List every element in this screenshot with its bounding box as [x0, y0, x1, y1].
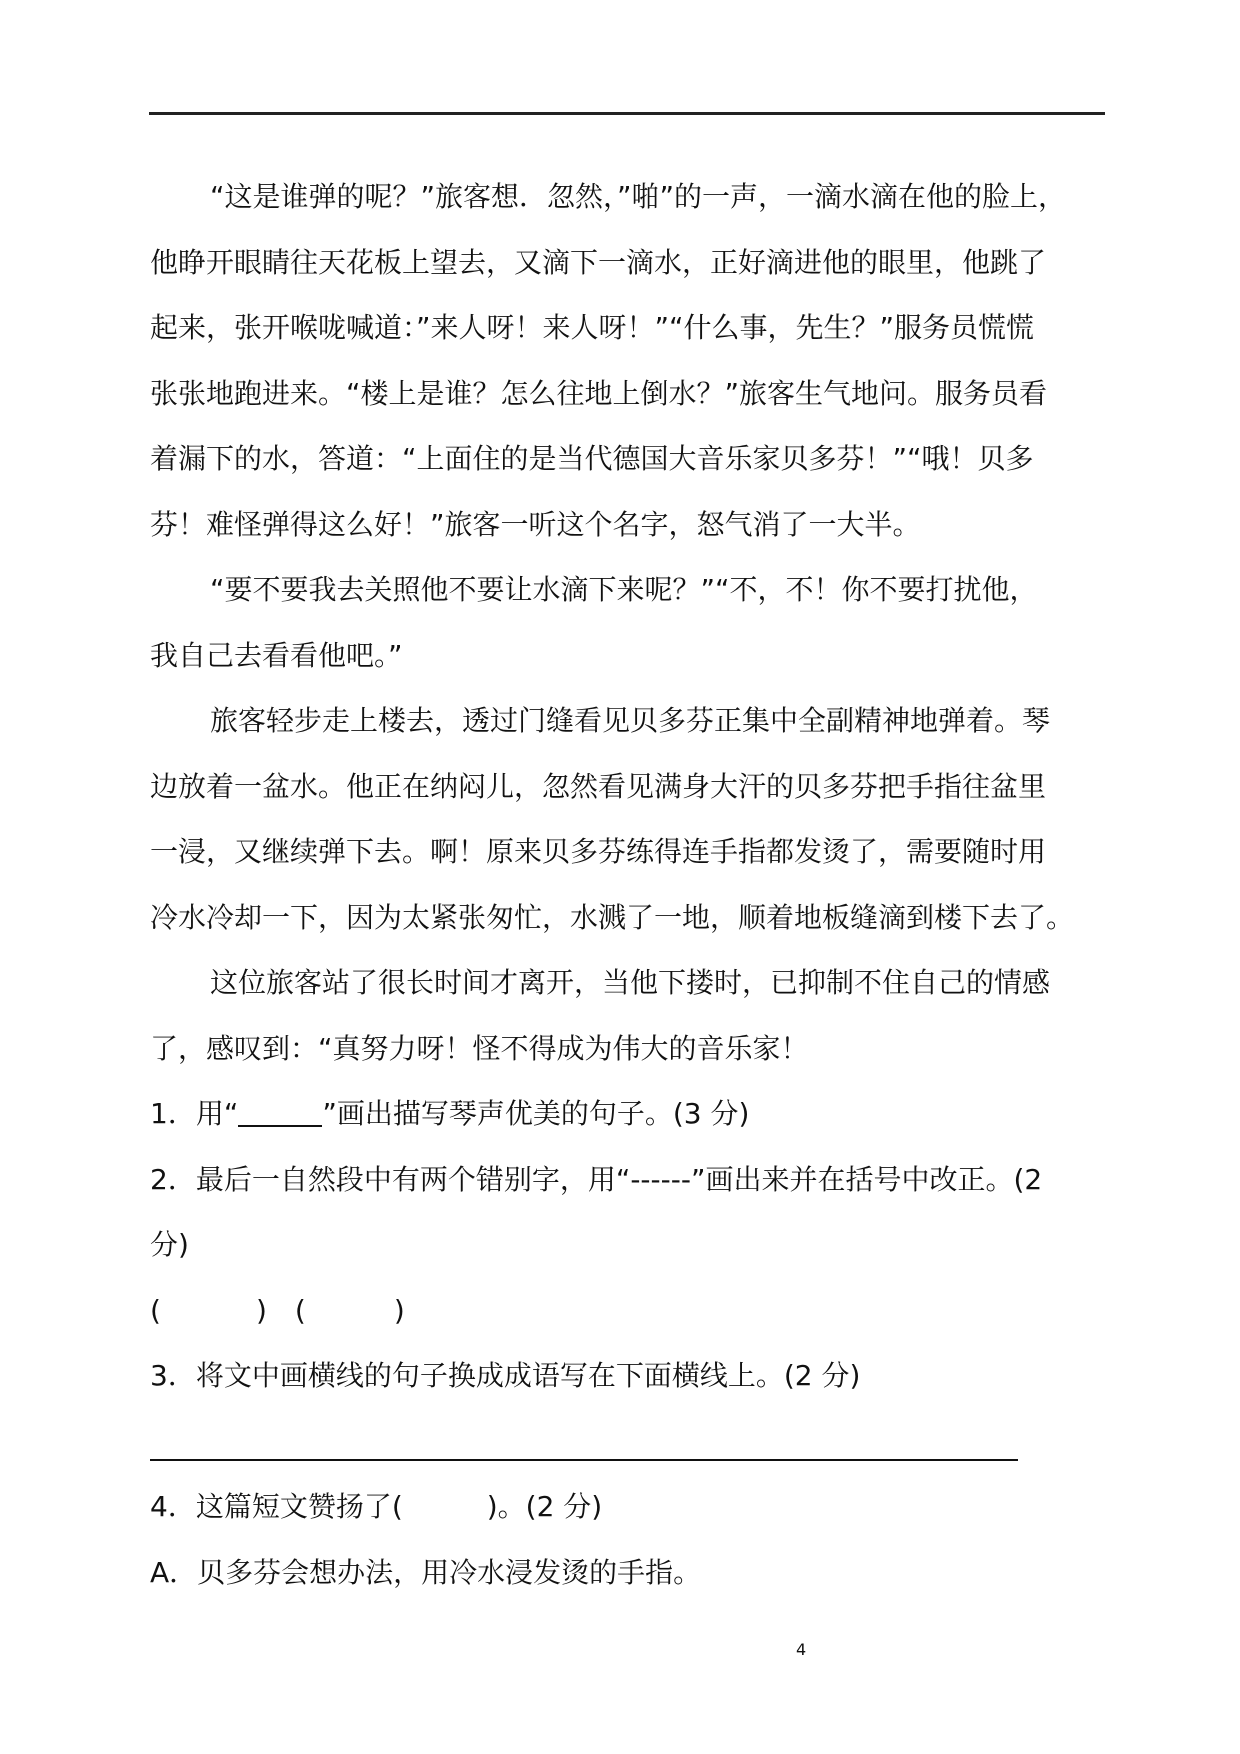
paren-open: (	[294, 1293, 306, 1327]
paren-open: (	[150, 1293, 161, 1327]
question-2-line-1: 2．最后一自然段中有两个错别字，用“------”画出来并在括号中改正。(2	[150, 1162, 1043, 1196]
passage-line: 着漏下的水，答道：“上面住的是当代德国大音乐家贝多芬！”“哦！贝多	[150, 442, 1034, 475]
passage-line: 旅客轻步走上楼去，透过门缝看见贝多芬正集中全副精神地弹着。琴	[210, 704, 1051, 737]
passage-line: 张张地跑进来。“楼上是谁？怎么往地上倒水？”旅客生气地问。服务员看	[150, 376, 1048, 410]
page-number: 4	[796, 1640, 807, 1659]
question-2-answer-parens	[150, 1278, 1150, 1344]
question-2-line-2: 分)	[150, 1228, 189, 1261]
question-1-prefix: 1．用“	[150, 1097, 239, 1130]
document-body	[150, 164, 1150, 1605]
passage-line: 了，感叹到：“真努力呀！怪不得成为伟大的音乐家！	[150, 1031, 809, 1065]
passage-line: 一浸，又继续弹下去。啊！原来贝多芬练得连手指都发烫了，需要随时用	[150, 835, 1047, 868]
question-3: 3．将文中画横线的句子换成成语写在下面横线上。(2 分)	[150, 1359, 861, 1392]
passage-line: 这位旅客站了很长时间才离开，当他下搂时，已抑制不住自己的情感	[210, 966, 1051, 999]
paren-close: )	[393, 1293, 405, 1327]
underline-sample	[238, 1095, 322, 1127]
question-3-answer-area[interactable]	[150, 1409, 1150, 1475]
passage-line: 我自己去看看他吧。”	[150, 638, 403, 672]
passage-line: “这是谁弹的呢？”旅客想．忽然，”啪”的一声，一滴水滴在他的脸上，	[210, 180, 1067, 213]
paren-close: )	[255, 1293, 267, 1327]
passage-line: 起来，张开喉咙喊道：”来人呀！来人呀！”“什么事，先生？”服务员慌慌	[150, 311, 1035, 344]
passage-line: “要不要我去关照他不要让水滴下来呢？”“不，不！你不要打扰他，	[210, 573, 1038, 606]
passage-line: 他睁开眼睛往天花板上望去，又滴下一滴水，正好滴进他的眼里，他跳了	[150, 245, 1047, 279]
question-1-suffix: ”画出描写琴声优美的句子。(3 分)	[322, 1097, 750, 1130]
question-4: 4．这篇短文赞扬了( )。(2 分)	[150, 1490, 603, 1523]
passage-line: 芬！难怪弹得这么好！”旅客一听这个名字，怒气消了一大半。	[150, 507, 921, 541]
passage-line: 边放着一盆水。他正在纳闷儿，忽然看见满身大汗的贝多芬把手指往盆里	[150, 769, 1047, 803]
answer-line	[150, 1459, 1018, 1461]
question-1	[150, 1081, 1150, 1147]
question-4-option-a: A．贝多芬会想办法，用冷水浸发烫的手指。	[150, 1555, 702, 1589]
header-rule	[149, 112, 1105, 115]
passage-line: 冷水冷却一下，因为太紧张匆忙，水溅了一地，顺着地板缝滴到楼下去了。	[150, 900, 1075, 934]
